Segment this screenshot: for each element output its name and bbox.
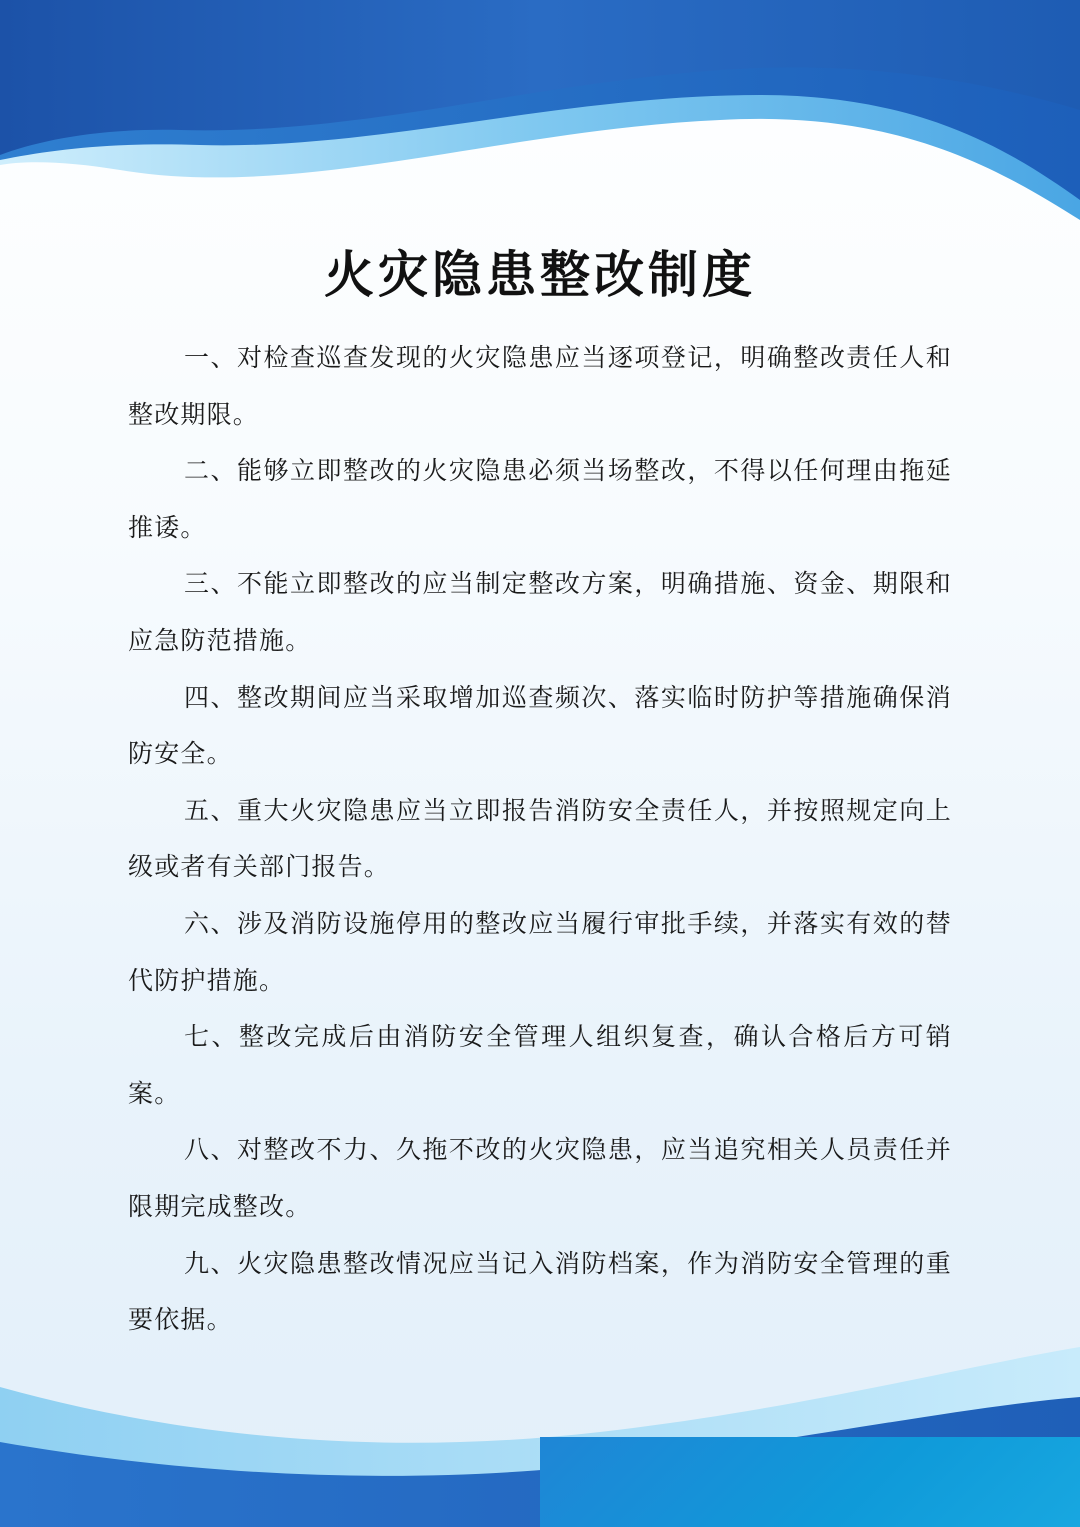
rule-item: 一、对检查巡查发现的火灾隐患应当逐项登记，明确整改责任人和整改期限。 <box>128 343 952 429</box>
rule-item: 四、整改期间应当采取增加巡查频次、落实临时防护等措施确保消防安全。 <box>128 682 952 769</box>
rules-list <box>128 330 952 1349</box>
corner-color-block <box>540 1437 1080 1527</box>
rule-item: 三、不能立即整改的应当制定整改方案，明确措施、资金、期限和应急防范措施。 <box>128 569 952 655</box>
rule-item: 九、火灾隐患整改情况应当记入消防档案，作为消防安全管理的重要依据。 <box>128 1248 952 1335</box>
rule-item: 八、对整改不力、久拖不改的火灾隐患，应当追究相关人员责任并限期完成整改。 <box>128 1135 952 1221</box>
rule-item: 五、重大火灾隐患应当立即报告消防安全责任人，并按照规定向上级或者有关部门报告。 <box>128 795 952 882</box>
page-title: 火灾隐患整改制度 <box>324 246 756 304</box>
top-wave-decoration <box>0 0 1080 240</box>
rule-item: 二、能够立即整改的火灾隐患必须当场整改，不得以任何理由拖延推诿。 <box>128 456 952 542</box>
rule-item: 七、整改完成后由消防安全管理人组织复查，确认合格后方可销案。 <box>128 1022 952 1108</box>
rule-item: 六、涉及消防设施停用的整改应当履行审批手续，并落实有效的替代防护措施。 <box>128 908 952 995</box>
